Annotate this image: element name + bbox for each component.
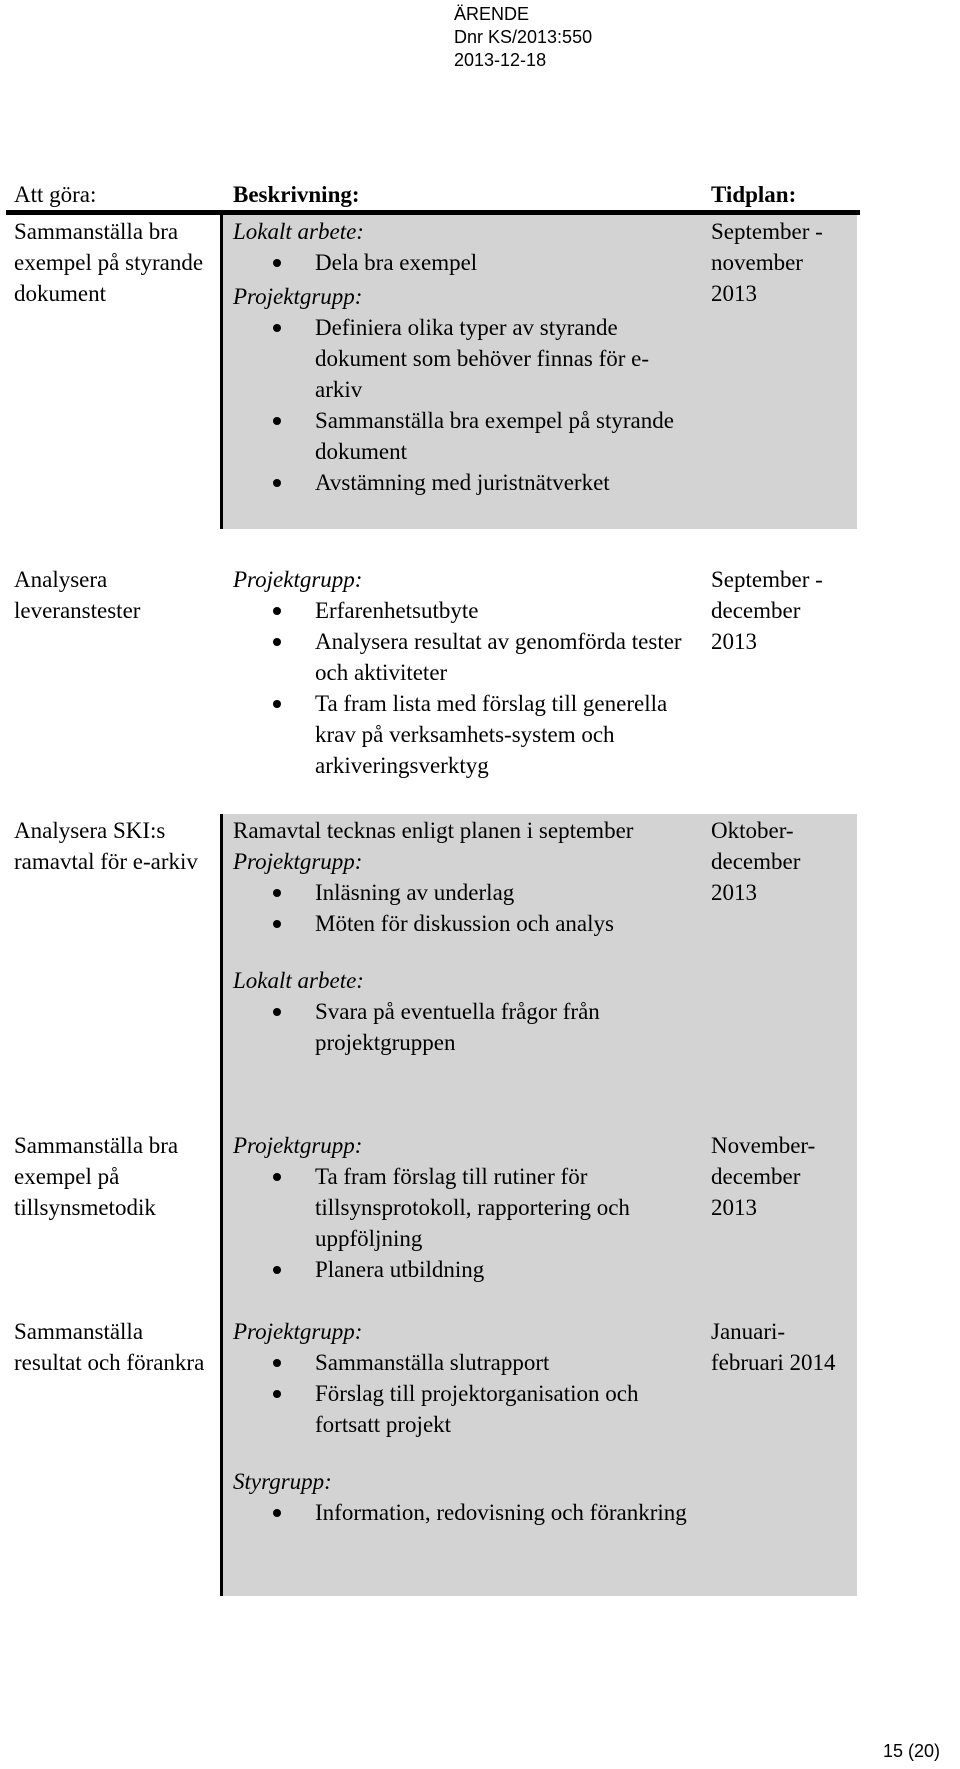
row-schedule: Januari-februari 2014 [711, 1319, 836, 1375]
list-item: Dela bra exempel [233, 247, 693, 278]
row-schedule: September - november 2013 [711, 219, 823, 306]
bullet-icon [273, 1266, 281, 1274]
list-item: Information, redovisning och förankring [233, 1497, 693, 1528]
row-schedule: September -december 2013 [711, 567, 823, 654]
list-item: Ta fram förslag till rutiner för tillsynsprotokoll, rapportering och uppföljning [233, 1161, 693, 1254]
bullet-icon [273, 417, 281, 425]
row-description [233, 216, 693, 498]
bullet-icon [273, 700, 281, 708]
bullet-icon [273, 1008, 281, 1016]
group-label: Projektgrupp: [233, 1133, 363, 1158]
bullet-icon [273, 889, 281, 897]
bullet-icon [273, 1509, 281, 1517]
list-item: Analysera resultat av genomförda tester och aktiviteter [233, 626, 693, 688]
column-separator [220, 814, 223, 1596]
task-list [233, 1497, 693, 1528]
group-label: Projektgrupp: [233, 567, 363, 592]
task-list [233, 247, 693, 278]
list-item: Möten för diskussion och analys [233, 908, 693, 939]
document-header [454, 3, 592, 72]
list-item: Inläsning av underlag [233, 877, 693, 908]
task-list [233, 312, 693, 498]
list-item: Avstämning med juristnätverket [233, 467, 693, 498]
task-list [233, 1347, 693, 1440]
row-description [233, 815, 693, 1058]
row-schedule: November-december 2013 [711, 1133, 816, 1220]
row-task: Sammanställa bra exempel på tillsynsmetodik [14, 1133, 179, 1220]
page-number: 15 (20) [882, 1741, 940, 1761]
bullet-icon [273, 1173, 281, 1181]
list-item: Definiera olika typer av styrande dokument som behöver finnas för e-arkiv [233, 312, 693, 405]
column-header-schedule: Tidplan: [711, 182, 797, 207]
row-description [233, 1316, 693, 1528]
row-note: Ramavtal tecknas enligt planen i september [233, 818, 634, 843]
task-list [233, 1161, 693, 1285]
row-task: Sammanställa bra exempel på styrande dokument [14, 219, 204, 306]
task-list [233, 996, 693, 1058]
bullet-icon [273, 638, 281, 646]
row-description [233, 564, 693, 781]
column-header-description: Beskrivning: [233, 182, 360, 207]
bullet-icon [273, 324, 281, 332]
bullet-icon [273, 479, 281, 487]
list-item: Förslag till projektorganisation och fortsatt projekt [233, 1378, 693, 1440]
group-label: Styrgrupp: [233, 1469, 332, 1494]
row-task: Analysera SKI:s ramavtal för e-arkiv [14, 818, 198, 874]
document-date: 2013-12-18 [454, 50, 547, 70]
bullet-icon [273, 1390, 281, 1398]
row-description [233, 1130, 693, 1285]
list-item: Erfarenhetsutbyte [233, 595, 693, 626]
group-label: Lokalt arbete: [233, 219, 364, 244]
group-label: Projektgrupp: [233, 1319, 363, 1344]
row-task: Sammanställa resultat och förankra [14, 1319, 205, 1375]
bullet-icon [273, 1359, 281, 1367]
task-list [233, 595, 693, 781]
row-task: Analysera leveranstester [14, 567, 141, 623]
list-item: Sammanställa bra exempel på styrande dokument [233, 405, 693, 467]
bullet-icon [273, 259, 281, 267]
document-type: ÄRENDE [454, 4, 530, 24]
bullet-icon [273, 607, 281, 615]
list-item: Sammanställa slutrapport [233, 1347, 693, 1378]
column-header-task: Att göra: [14, 182, 97, 207]
task-list [233, 877, 693, 939]
document-number: Dnr KS/2013:550 [454, 27, 593, 47]
bullet-icon [273, 920, 281, 928]
column-separator [220, 215, 223, 529]
group-label: Projektgrupp: [233, 284, 363, 309]
list-item: Svara på eventuella frågor från projektgruppen [233, 996, 693, 1058]
list-item: Planera utbildning [233, 1254, 693, 1285]
row-schedule: Oktober-december 2013 [711, 818, 801, 905]
group-label: Projektgrupp: [233, 849, 363, 874]
list-item: Ta fram lista med förslag till generella krav på verksamhets-system och arkiveringsverktyg [233, 688, 693, 781]
group-label: Lokalt arbete: [233, 968, 364, 993]
